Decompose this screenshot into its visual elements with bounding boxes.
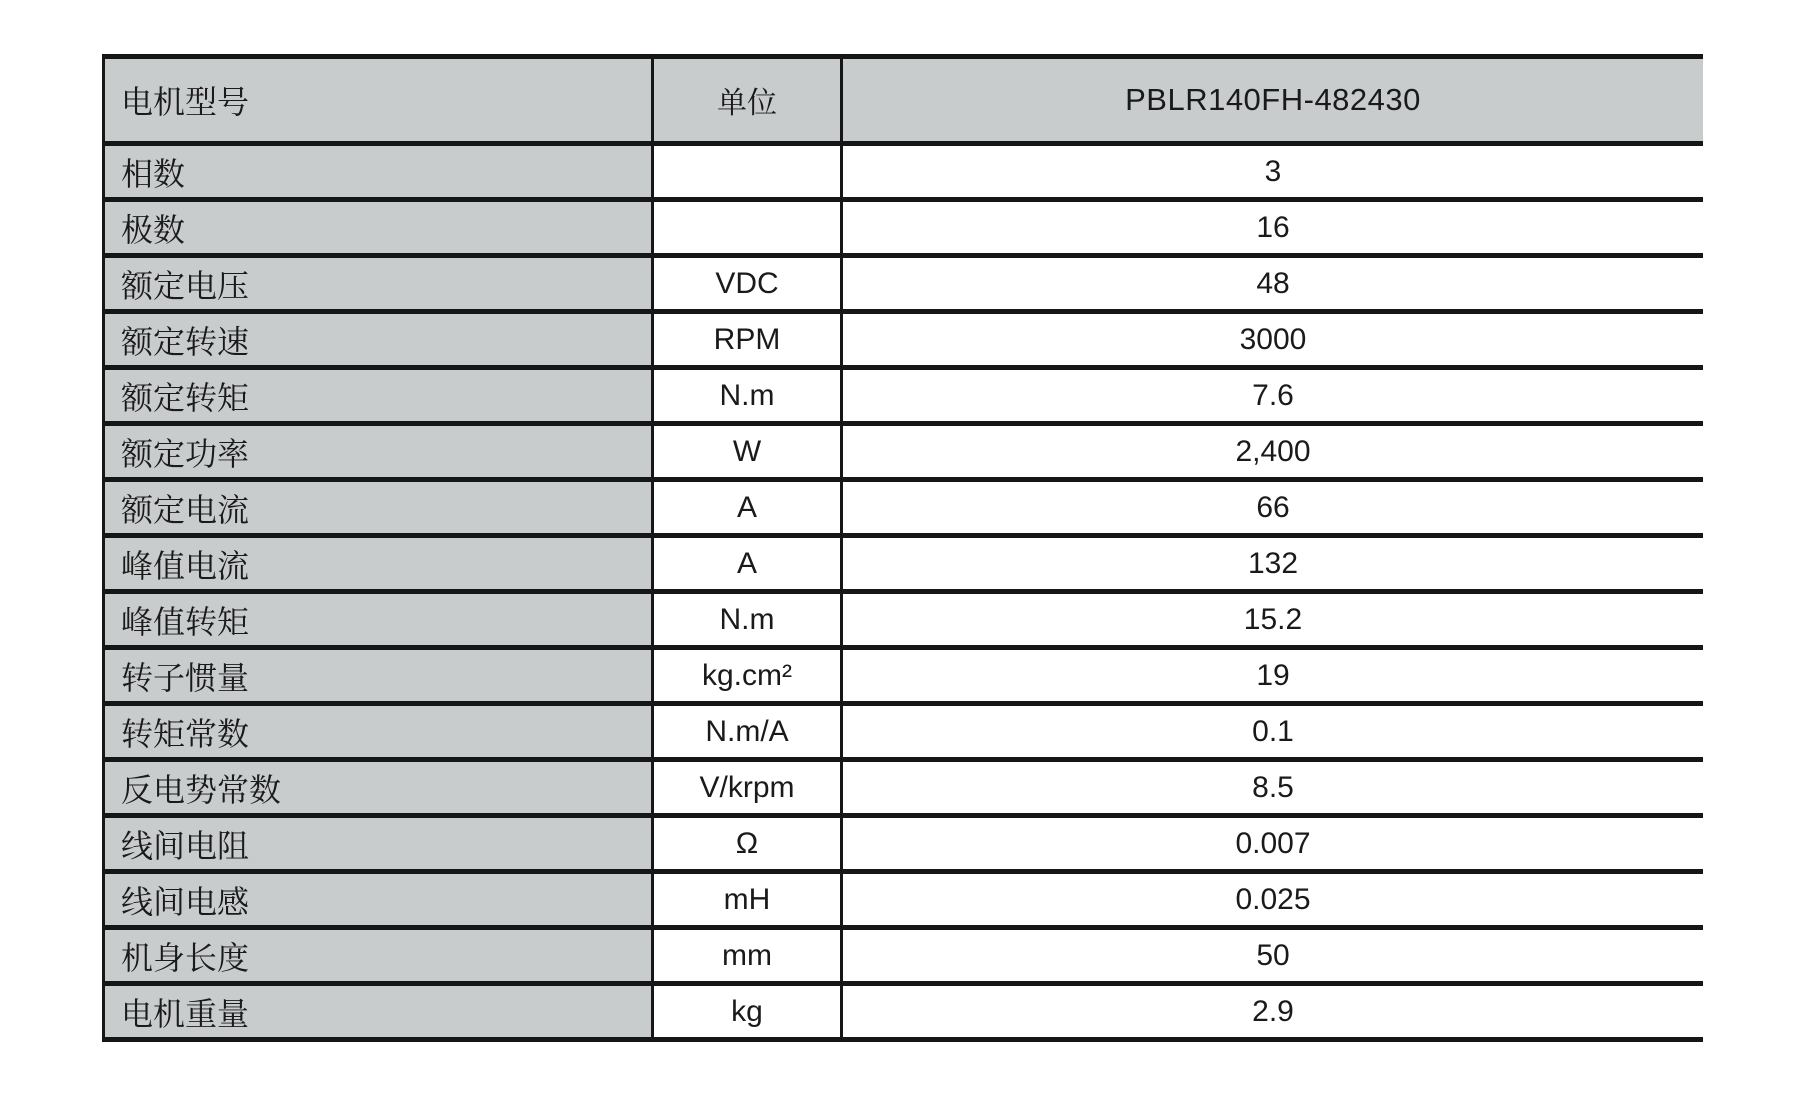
table-row: [105, 258, 1703, 314]
row-label-cell: [105, 426, 654, 477]
unit-text: mH: [723, 882, 771, 916]
row-unit-cell: [654, 650, 843, 701]
row-value-cell: [843, 874, 1703, 925]
table-row: [105, 762, 1703, 818]
table-row: [105, 874, 1703, 930]
unit-text: N.m/A: [705, 714, 789, 748]
spec-name-label: 峰值转矩: [121, 603, 250, 640]
table-body: [105, 146, 1703, 1042]
unit-text: V/krpm: [699, 770, 795, 804]
spec-name-label: 额定转速: [121, 323, 250, 360]
row-value-cell: [843, 482, 1703, 533]
row-label-cell: [105, 370, 654, 421]
value-text: 50: [1256, 938, 1290, 972]
row-label-cell: [105, 146, 654, 197]
row-label-cell: [105, 650, 654, 701]
row-value-cell: [843, 258, 1703, 309]
header-cell-unit: [654, 59, 843, 141]
spec-name-label: 额定功率: [121, 435, 250, 472]
row-unit-cell: [654, 706, 843, 757]
unit-text: kg.cm²: [702, 658, 792, 692]
header-cell-param: [105, 59, 654, 141]
unit-text: Ω: [735, 826, 759, 860]
row-value-cell: [843, 370, 1703, 421]
spec-name-label: 转矩常数: [121, 715, 250, 752]
row-value-cell: [843, 538, 1703, 589]
row-unit-cell: [654, 538, 843, 589]
unit-text: A: [736, 546, 757, 580]
row-value-cell: [843, 314, 1703, 365]
row-value-cell: [843, 146, 1703, 197]
row-label-cell: [105, 762, 654, 813]
table-row: [105, 706, 1703, 762]
value-text: 132: [1247, 546, 1299, 580]
header-cell-model: [843, 59, 1703, 141]
unit-text: VDC: [715, 266, 779, 300]
table-row: [105, 930, 1703, 986]
row-value-cell: [843, 762, 1703, 813]
row-value-cell: [843, 650, 1703, 701]
value-text: 7.6: [1252, 378, 1294, 412]
row-label-cell: [105, 818, 654, 869]
spec-name-label: 电机重量: [121, 995, 250, 1032]
spec-name-label: 转子惯量: [121, 659, 250, 696]
spec-name-label: 相数: [121, 155, 186, 192]
spec-name-label: 额定转矩: [121, 379, 250, 416]
row-value-cell: [843, 594, 1703, 645]
table-row: [105, 482, 1703, 538]
row-unit-cell: [654, 146, 843, 197]
unit-text: A: [736, 490, 757, 524]
value-text: 0.025: [1235, 882, 1311, 916]
motor-spec-table: [102, 54, 1703, 1042]
unit-text: W: [732, 434, 762, 468]
value-text: 8.5: [1252, 770, 1294, 804]
unit-text: mm: [722, 938, 772, 972]
row-label-cell: [105, 258, 654, 309]
value-text: 48: [1256, 266, 1290, 300]
value-text: 3000: [1239, 322, 1307, 356]
row-label-cell: [105, 538, 654, 589]
row-label-cell: [105, 986, 654, 1037]
row-unit-cell: [654, 426, 843, 477]
row-label-cell: [105, 874, 654, 925]
value-text: 2.9: [1252, 994, 1294, 1028]
table-row: [105, 426, 1703, 482]
spec-name-label: 线间电感: [121, 883, 250, 920]
value-text: 15.2: [1243, 602, 1303, 636]
unit-text: N.m: [719, 378, 775, 412]
row-value-cell: [843, 706, 1703, 757]
spec-name-label: 峰值电流: [121, 547, 250, 584]
table-row: [105, 146, 1703, 202]
unit-text: N.m: [719, 602, 775, 636]
row-unit-cell: [654, 202, 843, 253]
value-text: 19: [1256, 658, 1290, 692]
table-row: [105, 818, 1703, 874]
header-unit-label: 单位: [717, 87, 777, 120]
spec-name-label: 反电势常数: [121, 771, 282, 808]
row-unit-cell: [654, 258, 843, 309]
row-label-cell: [105, 594, 654, 645]
value-text: 3: [1264, 154, 1282, 188]
table-row: [105, 314, 1703, 370]
row-unit-cell: [654, 986, 843, 1037]
value-text: 0.007: [1235, 826, 1311, 860]
row-unit-cell: [654, 818, 843, 869]
unit-text: RPM: [713, 322, 781, 356]
spec-name-label: 额定电压: [121, 267, 250, 304]
row-value-cell: [843, 426, 1703, 477]
value-text: 2,400: [1235, 434, 1311, 468]
row-value-cell: [843, 202, 1703, 253]
table-row: [105, 594, 1703, 650]
value-text: 66: [1256, 490, 1290, 524]
row-unit-cell: [654, 482, 843, 533]
row-label-cell: [105, 482, 654, 533]
table-row: [105, 650, 1703, 706]
table-row: [105, 202, 1703, 258]
row-label-cell: [105, 202, 654, 253]
spec-name-label: 机身长度: [121, 939, 250, 976]
row-value-cell: [843, 818, 1703, 869]
table-header-row: [105, 59, 1703, 146]
row-unit-cell: [654, 874, 843, 925]
row-unit-cell: [654, 930, 843, 981]
row-unit-cell: [654, 762, 843, 813]
spec-name-label: 极数: [121, 211, 186, 248]
motor-model-number: PBLR140FH-482430: [1125, 82, 1421, 117]
row-value-cell: [843, 930, 1703, 981]
unit-text: kg: [731, 994, 763, 1028]
row-label-cell: [105, 706, 654, 757]
row-label-cell: [105, 314, 654, 365]
row-unit-cell: [654, 314, 843, 365]
value-text: 0.1: [1252, 714, 1294, 748]
table-row: [105, 370, 1703, 426]
table-row: [105, 986, 1703, 1042]
row-unit-cell: [654, 594, 843, 645]
spec-name-label: 额定电流: [121, 491, 250, 528]
spec-name-label: 线间电阻: [121, 827, 250, 864]
table-row: [105, 538, 1703, 594]
row-unit-cell: [654, 370, 843, 421]
row-value-cell: [843, 986, 1703, 1037]
value-text: 16: [1256, 210, 1290, 244]
row-label-cell: [105, 930, 654, 981]
header-param-label: 电机型号: [121, 84, 250, 120]
